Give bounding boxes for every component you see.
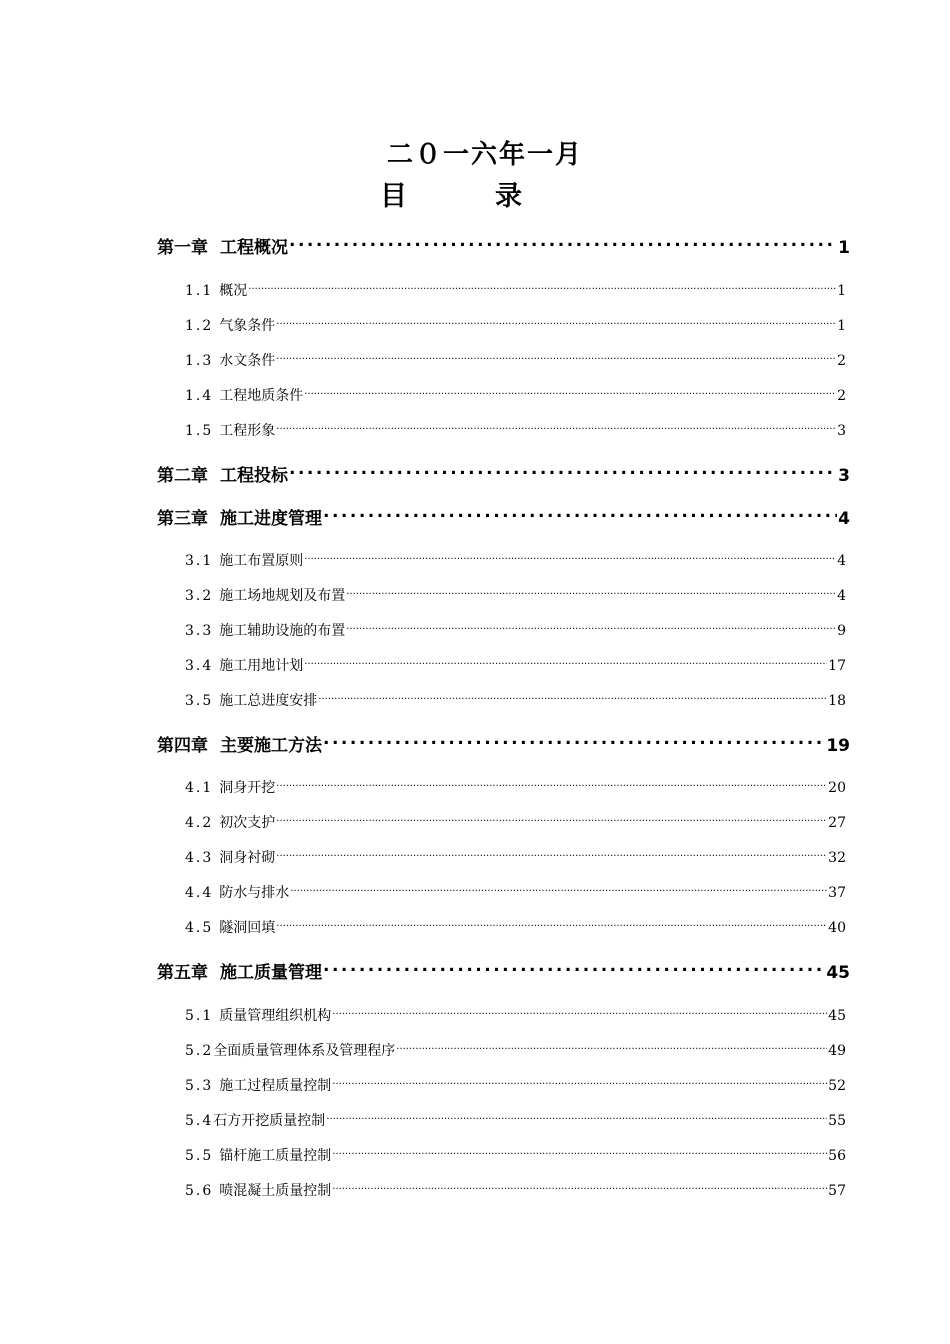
toc-entry-number: 第五章 <box>157 963 208 984</box>
toc-entry-title: 施工用地计划 <box>219 658 304 674</box>
toc-page-number: 18 <box>828 693 846 709</box>
toc-entry-title: 隧洞回填 <box>219 920 276 936</box>
toc-page-number: 3 <box>838 466 850 487</box>
toc-section-entry[interactable] <box>185 917 846 937</box>
dot-leader <box>248 283 836 295</box>
toc-entry-title: 防水与排水 <box>219 885 290 901</box>
toc-entry-number: 3.4 <box>185 658 214 674</box>
toc-section-entry[interactable] <box>185 1075 846 1095</box>
toc-entry-number: 1.5 <box>185 423 214 439</box>
toc-entry-title: 锚杆施工质量控制 <box>219 1148 332 1164</box>
toc-section-entry[interactable] <box>185 315 846 335</box>
dot-leader <box>290 885 827 897</box>
toc-section-entry[interactable] <box>185 420 846 440</box>
toc-page-number: 4 <box>837 553 846 569</box>
dot-leader <box>276 780 827 792</box>
toc-page-number: 2 <box>837 388 846 404</box>
toc-entry-title: 水文条件 <box>219 353 276 369</box>
toc-entry-number: 3.5 <box>185 693 214 709</box>
toc-title: 目录 <box>380 181 610 212</box>
dot-leader <box>323 504 837 524</box>
toc-page-number: 1 <box>837 283 846 299</box>
toc-entry-title: 工程概况 <box>220 238 288 259</box>
toc-section-entry[interactable] <box>185 1110 846 1130</box>
dot-leader <box>304 658 827 670</box>
toc-entry-title: 全面质量管理体系及管理程序 <box>213 1043 396 1059</box>
toc-page-number: 2 <box>837 353 846 369</box>
toc-section-entry[interactable] <box>185 812 846 832</box>
toc-entry-title: 概况 <box>219 283 248 299</box>
toc-section-entry[interactable] <box>185 777 846 797</box>
toc-entry-title: 施工场地规划及布置 <box>219 588 346 604</box>
toc-entry-title: 施工辅助设施的布置 <box>219 623 346 639</box>
toc-entry-title: 洞身开挖 <box>219 780 276 796</box>
toc-section-entry[interactable] <box>185 550 846 570</box>
dot-leader <box>323 958 825 978</box>
toc-page-number: 49 <box>828 1043 846 1059</box>
toc-page-number: 4 <box>837 588 846 604</box>
toc-chapter-entry[interactable] <box>157 958 850 983</box>
toc-page-number: 20 <box>828 780 846 796</box>
dot-leader <box>318 693 827 705</box>
toc-section-entry[interactable] <box>185 350 846 370</box>
toc-entry-number: 1.1 <box>185 283 214 299</box>
toc-section-entry[interactable] <box>185 655 846 675</box>
toc-entry-title: 主要施工方法 <box>220 736 322 757</box>
toc-page-number: 37 <box>828 885 846 901</box>
toc-entry-title: 喷混凝土质量控制 <box>219 1183 332 1199</box>
toc-page-number: 45 <box>828 1008 846 1024</box>
dot-leader <box>323 731 825 751</box>
dot-leader <box>289 461 837 481</box>
document-date: 二０一六年一月 <box>386 140 583 170</box>
toc-entry-number: 5.2 <box>185 1043 214 1059</box>
toc-page-number: 27 <box>828 815 846 831</box>
toc-page-number: 1 <box>838 238 850 259</box>
dot-leader <box>332 1078 827 1090</box>
toc-entry-number: 3.2 <box>185 588 214 604</box>
toc-entry-number: 1.3 <box>185 353 214 369</box>
toc-chapter-entry[interactable] <box>157 233 850 258</box>
toc-page-number: 40 <box>828 920 846 936</box>
dot-leader <box>304 553 836 565</box>
toc-entry-title: 洞身衬砌 <box>219 850 276 866</box>
toc-entry-number: 第一章 <box>157 238 208 259</box>
toc-entry-number: 第二章 <box>157 466 208 487</box>
dot-leader <box>289 233 837 253</box>
toc-page-number: 9 <box>837 623 846 639</box>
toc-entry-number: 4.3 <box>185 850 214 866</box>
dot-leader <box>396 1043 827 1055</box>
toc-section-entry[interactable] <box>185 882 846 902</box>
toc-section-entry[interactable] <box>185 847 846 867</box>
dot-leader <box>346 588 836 600</box>
dot-leader <box>346 623 836 635</box>
toc-section-entry[interactable] <box>185 690 846 710</box>
dot-leader <box>276 850 827 862</box>
toc-entry-number: 5.1 <box>185 1008 214 1024</box>
toc-entry-title: 施工质量管理 <box>220 963 322 984</box>
toc-page-number: 32 <box>828 850 846 866</box>
toc-entry-number: 3.1 <box>185 553 214 569</box>
dot-leader <box>326 1113 827 1125</box>
toc-entry-title: 施工总进度安排 <box>219 693 318 709</box>
toc-entry-number: 1.2 <box>185 318 214 334</box>
toc-chapter-entry[interactable] <box>157 731 850 756</box>
dot-leader <box>276 920 827 932</box>
toc-entry-title: 气象条件 <box>219 318 276 334</box>
toc-entry-title: 初次支护 <box>219 815 276 831</box>
toc-chapter-entry[interactable] <box>157 461 850 486</box>
toc-entry-number: 4.2 <box>185 815 214 831</box>
toc-entry-number: 5.3 <box>185 1078 214 1094</box>
dot-leader <box>276 815 827 827</box>
dot-leader <box>276 318 836 330</box>
toc-entry-number: 4.1 <box>185 780 214 796</box>
dot-leader <box>332 1183 827 1195</box>
toc-page-number: 4 <box>838 509 850 530</box>
toc-chapter-entry[interactable] <box>157 504 850 529</box>
toc-section-entry[interactable] <box>185 1180 846 1200</box>
toc-entry-title: 工程地质条件 <box>219 388 304 404</box>
toc-page-number: 1 <box>837 318 846 334</box>
toc-section-entry[interactable] <box>185 620 846 640</box>
toc-section-entry[interactable] <box>185 385 846 405</box>
dot-leader <box>276 423 836 435</box>
toc-section-entry[interactable] <box>185 1145 846 1165</box>
toc-entry-number: 1.4 <box>185 388 214 404</box>
toc-entry-number: 第四章 <box>157 736 208 757</box>
dot-leader <box>304 388 836 400</box>
toc-entry-number: 5.6 <box>185 1183 214 1199</box>
dot-leader <box>332 1148 827 1160</box>
toc-entry-number: 3.3 <box>185 623 214 639</box>
dot-leader <box>332 1008 827 1020</box>
toc-entry-number: 5.4 <box>185 1113 214 1129</box>
toc-page-number: 3 <box>837 423 846 439</box>
toc-section-entry[interactable] <box>185 585 846 605</box>
toc-entry-title: 施工进度管理 <box>220 509 322 530</box>
toc-page-number: 56 <box>828 1148 846 1164</box>
toc-entry-title: 施工布置原则 <box>219 553 304 569</box>
toc-entry-title: 施工过程质量控制 <box>219 1078 332 1094</box>
toc-entry-title: 质量管理组织机构 <box>219 1008 332 1024</box>
toc-section-entry[interactable] <box>185 1040 846 1060</box>
toc-page-number: 45 <box>826 963 850 984</box>
toc-entry-title: 工程形象 <box>219 423 276 439</box>
toc-section-entry[interactable] <box>185 280 846 300</box>
toc-page-number: 19 <box>826 736 850 757</box>
toc-entry-number: 第三章 <box>157 509 208 530</box>
toc-page-number: 17 <box>828 658 846 674</box>
toc-section-entry[interactable] <box>185 1005 846 1025</box>
toc-entry-title: 工程投标 <box>220 466 288 487</box>
toc-entry-number: 4.5 <box>185 920 214 936</box>
toc-entry-number: 5.5 <box>185 1148 214 1164</box>
toc-entry-title: 石方开挖质量控制 <box>213 1113 326 1129</box>
toc-page-number: 57 <box>828 1183 846 1199</box>
toc-page-number: 52 <box>828 1078 846 1094</box>
dot-leader <box>276 353 836 365</box>
toc-entry-number: 4.4 <box>185 885 214 901</box>
toc-page-number: 55 <box>828 1113 846 1129</box>
